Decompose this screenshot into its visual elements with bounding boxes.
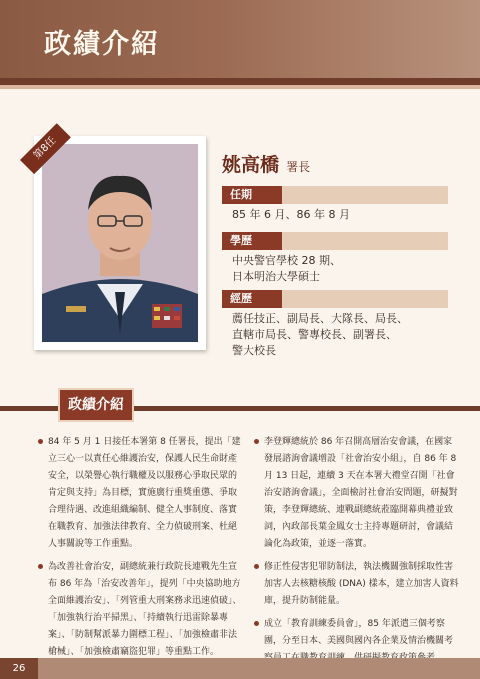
section-title: 政績介紹 bbox=[58, 388, 134, 422]
list-item: 成立「教育訓練委員會」，85 年派遣三個考察團，分至日本、美國與國內各企業及情治機關考 bbox=[254, 616, 460, 667]
portrait-illustration bbox=[42, 144, 198, 342]
term-value: 85 年 6 月、86 年 8 月 bbox=[232, 208, 350, 221]
page-title: 政績介紹 bbox=[44, 29, 160, 60]
person-name: 姚高橋 bbox=[222, 154, 280, 176]
header-divider-light bbox=[0, 85, 480, 89]
experience-line-2: 直轄市局長、警專校長、副署長、 bbox=[232, 328, 397, 341]
term-ribbon: 第8任 bbox=[20, 123, 71, 174]
list-item: 修正性侵害犯罪防制法，執法機關強制採取性害加害人去核糖核酸 (DNA) 樣本，建立加害人資料庫，提升防制能量。 bbox=[254, 559, 460, 610]
name-block bbox=[222, 150, 452, 186]
list-item: 84 年 5 月 1 日接任本署第 8 任署長，提出「建立三心一以責任心維護治安，保護人民生命財產安全，以榮譽心執行職權及以服務心爭取民眾的肯定與支持」為目標，實施廣行重獎重懲、爭取合理待遇、改進組織編制、健全人事制度、落實在職教育、加強法律教育、全力偵破刑案、杜絕人事關說等工作重點。 bbox=[38, 434, 244, 553]
page-footer bbox=[0, 658, 480, 679]
education-line-2: 日本明治大學碩士 bbox=[232, 270, 320, 283]
experience-label: 經歷 bbox=[222, 290, 282, 308]
term-label: 任期 bbox=[222, 186, 282, 204]
portrait-frame bbox=[34, 136, 206, 350]
education-label: 學歷 bbox=[222, 232, 282, 250]
header-divider bbox=[0, 78, 480, 85]
education-line-1: 中央警官學校 28 期、 bbox=[232, 254, 341, 267]
experience-line-1: 薦任技正、副局長、大隊長、局長、 bbox=[232, 312, 408, 325]
left-column bbox=[38, 434, 244, 667]
page-header bbox=[0, 0, 480, 78]
portrait-photo bbox=[42, 144, 198, 342]
page-number: 26 bbox=[0, 658, 38, 679]
list-item: 為改善社會治安，副總統兼行政院長連戰先生宣布 86 年為「治安改善年」，提列「中央協助地方全面維護治安」、「列管重大刑案務求迅速偵破」、「加強執行治平掃黑」、「持續執行迅雷除暴專案」、「防制幫派暴力圍標工程」、「加強檢肅非法槍械」、「加強檢肅竊盜犯罪」等重點工作。 bbox=[38, 559, 244, 661]
list-item: 李登輝總統於 86 年召開高層治安會議，在國家發展諮詢會議增設「社會治安小組」，自 86 年 8 月 13 日起，連續 3 天在本署大禮堂召開「社會治安諮詢會議」，全面檢討社會治安問題，研擬對策，李登輝總統、連戰副總統蒞臨開幕典禮並致詞，內政部長葉金鳳女士主持專題研討，會議結論化為政策，並逐一落實。 bbox=[254, 434, 460, 553]
experience-line-3: 警大校長 bbox=[232, 344, 276, 357]
person-title: 署長 bbox=[286, 160, 311, 174]
right-column bbox=[254, 434, 460, 673]
